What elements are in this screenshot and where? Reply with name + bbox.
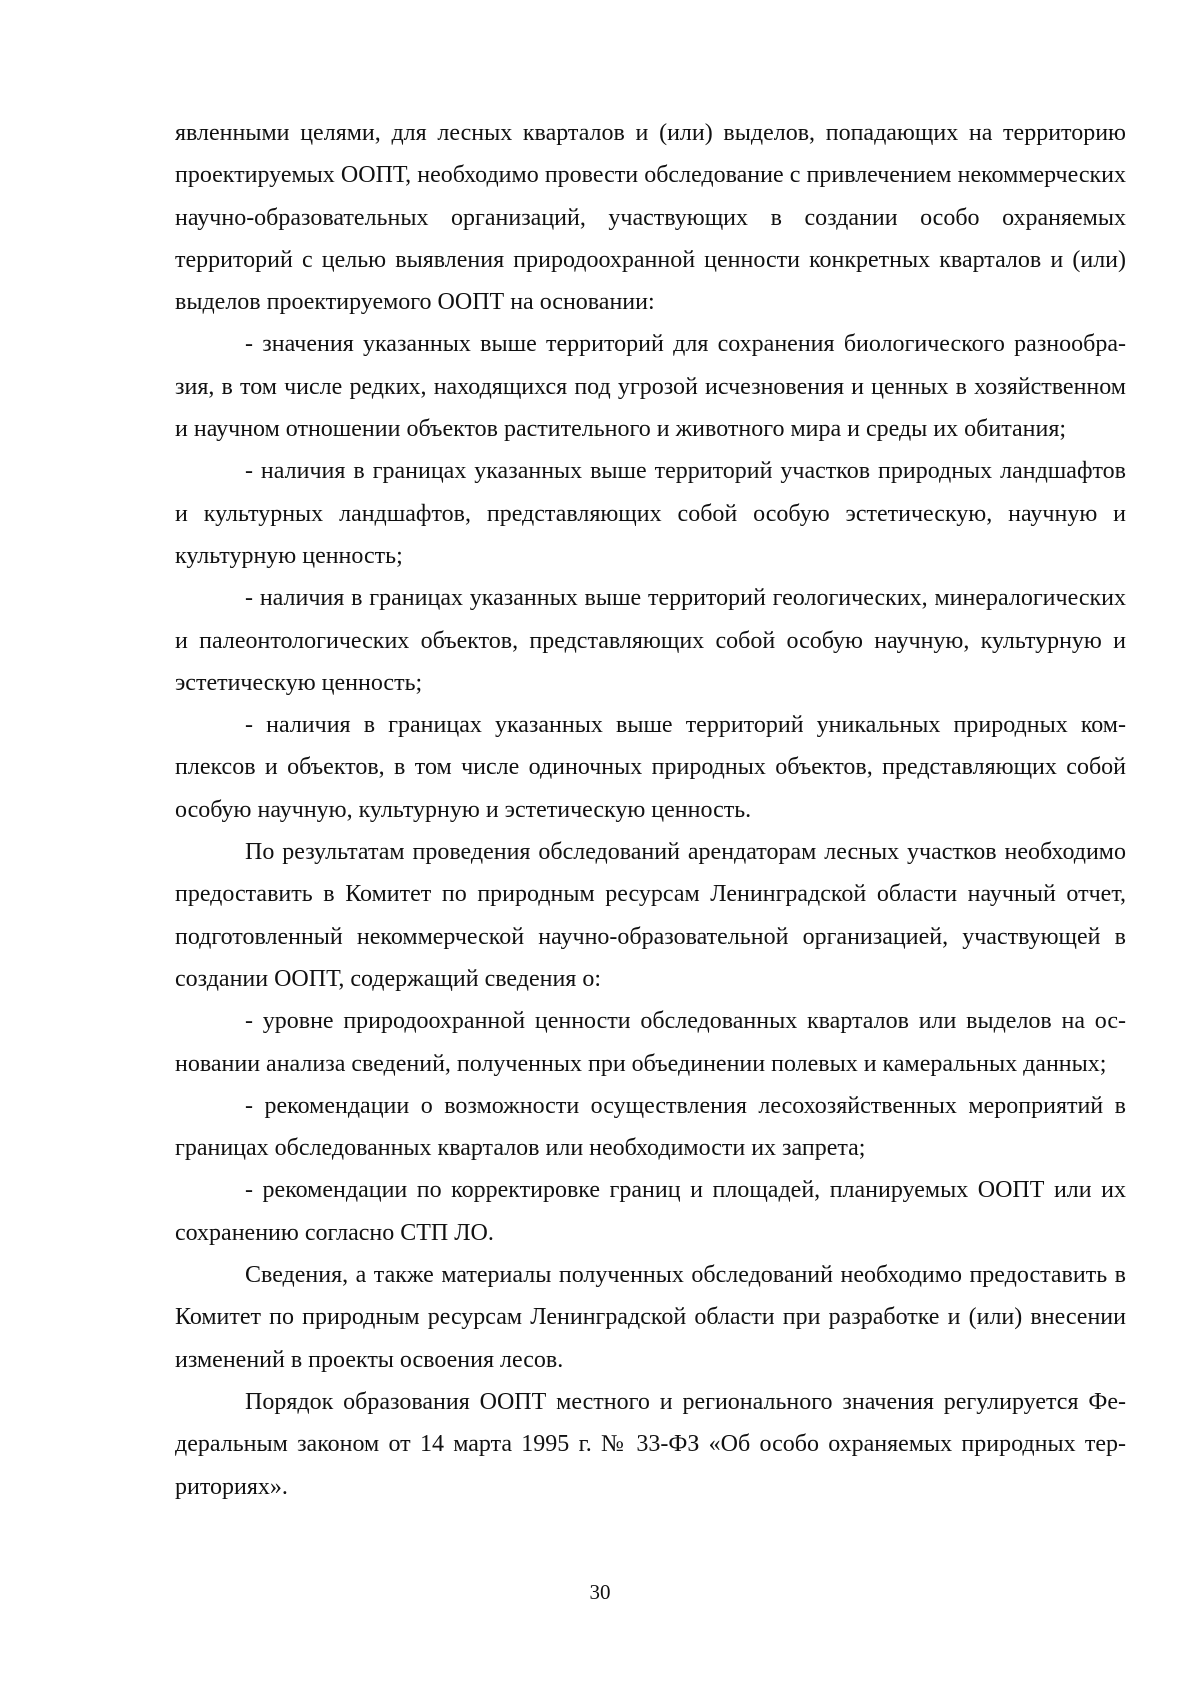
list-item-biodiversity-value: - значения указанных выше территорий для сохранения биологического разнообразия, в том числе редких, находящихся под угрозой исчезновения и ценных в хозяйственном и научном отношении объектов растительного и животного мира и среды их обитания;: [175, 331, 1126, 443]
list-item-forestry-recommendations: - рекомендации о возможности осуществления лесохозяйственных мероприятий в границах обследованных кварталов или необходимости их запрета;: [175, 1092, 1126, 1162]
list-item-unique-complexes: - наличия в границах указанных выше территорий уникальных природных комплексов и объектов, в том числе одиночных природных объектов, представляющих собой особую научную, культурную и эстетическую ценность.: [175, 712, 1126, 823]
list-item-landscapes: - наличия в границах указанных выше территорий участков природных ландшафтов и культурных ландшафтов, представляющих собой особую эстетическую, научную и культурную ценность;: [175, 458, 1126, 569]
paragraph-survey-results: По результатам проведения обследований арендаторам лесных участков необходимо предоставить в Комитет по природным ресурсам Ленинградской области научный отчет, подготовленный некоммерческой научно-образовательной организацией, участвующей в создании ООПТ, содержащий сведения о:: [175, 839, 1126, 992]
page-number: 30: [589, 1580, 611, 1604]
list-item-geological-objects: - наличия в границах указанных выше территорий геологических, минералогических и палеонтологических объектов, представляющих собой особую научную, культурную и эстетическую ценность;: [175, 585, 1126, 696]
page-body: [175, 112, 1126, 1508]
paragraph-submission: Сведения, а также материалы полученных обследований необходимо предоставить в Комитет по природным ресурсам Ленинградской области при разработке и (или) внесении изменений в проекты освоения лесов.: [175, 1262, 1126, 1373]
list-item-boundary-recommendations: - рекомендации по корректировке границ и площадей, планируемых ООПТ или их сохранению согласно СТП ЛО.: [175, 1177, 1126, 1246]
paragraph-survey-requirement: явленными целями, для лесных кварталов и (или) выделов, попадающих на территорию проектируемых ООПТ, необходимо провести обследование с привлечением некоммерческих научно-образовательных организаций, участвующих в создании особо охраняемых территорий с целью выявления природоохранной ценности конкретных кварталов и (или) выделов проектируемого ООПТ на основании:: [175, 120, 1126, 316]
paragraph-federal-law: Порядок образования ООПТ местного и регионального значения регулируется Федеральным законом от 14 марта 1995 г. № 33-ФЗ «Об особо охраняемых природных территориях».: [175, 1388, 1126, 1500]
list-item-conservation-level: - уровне природоохранной ценности обследованных кварталов или выделов на основании анализа сведений, полученных при объединении полевых и камеральных данных;: [175, 1008, 1126, 1077]
